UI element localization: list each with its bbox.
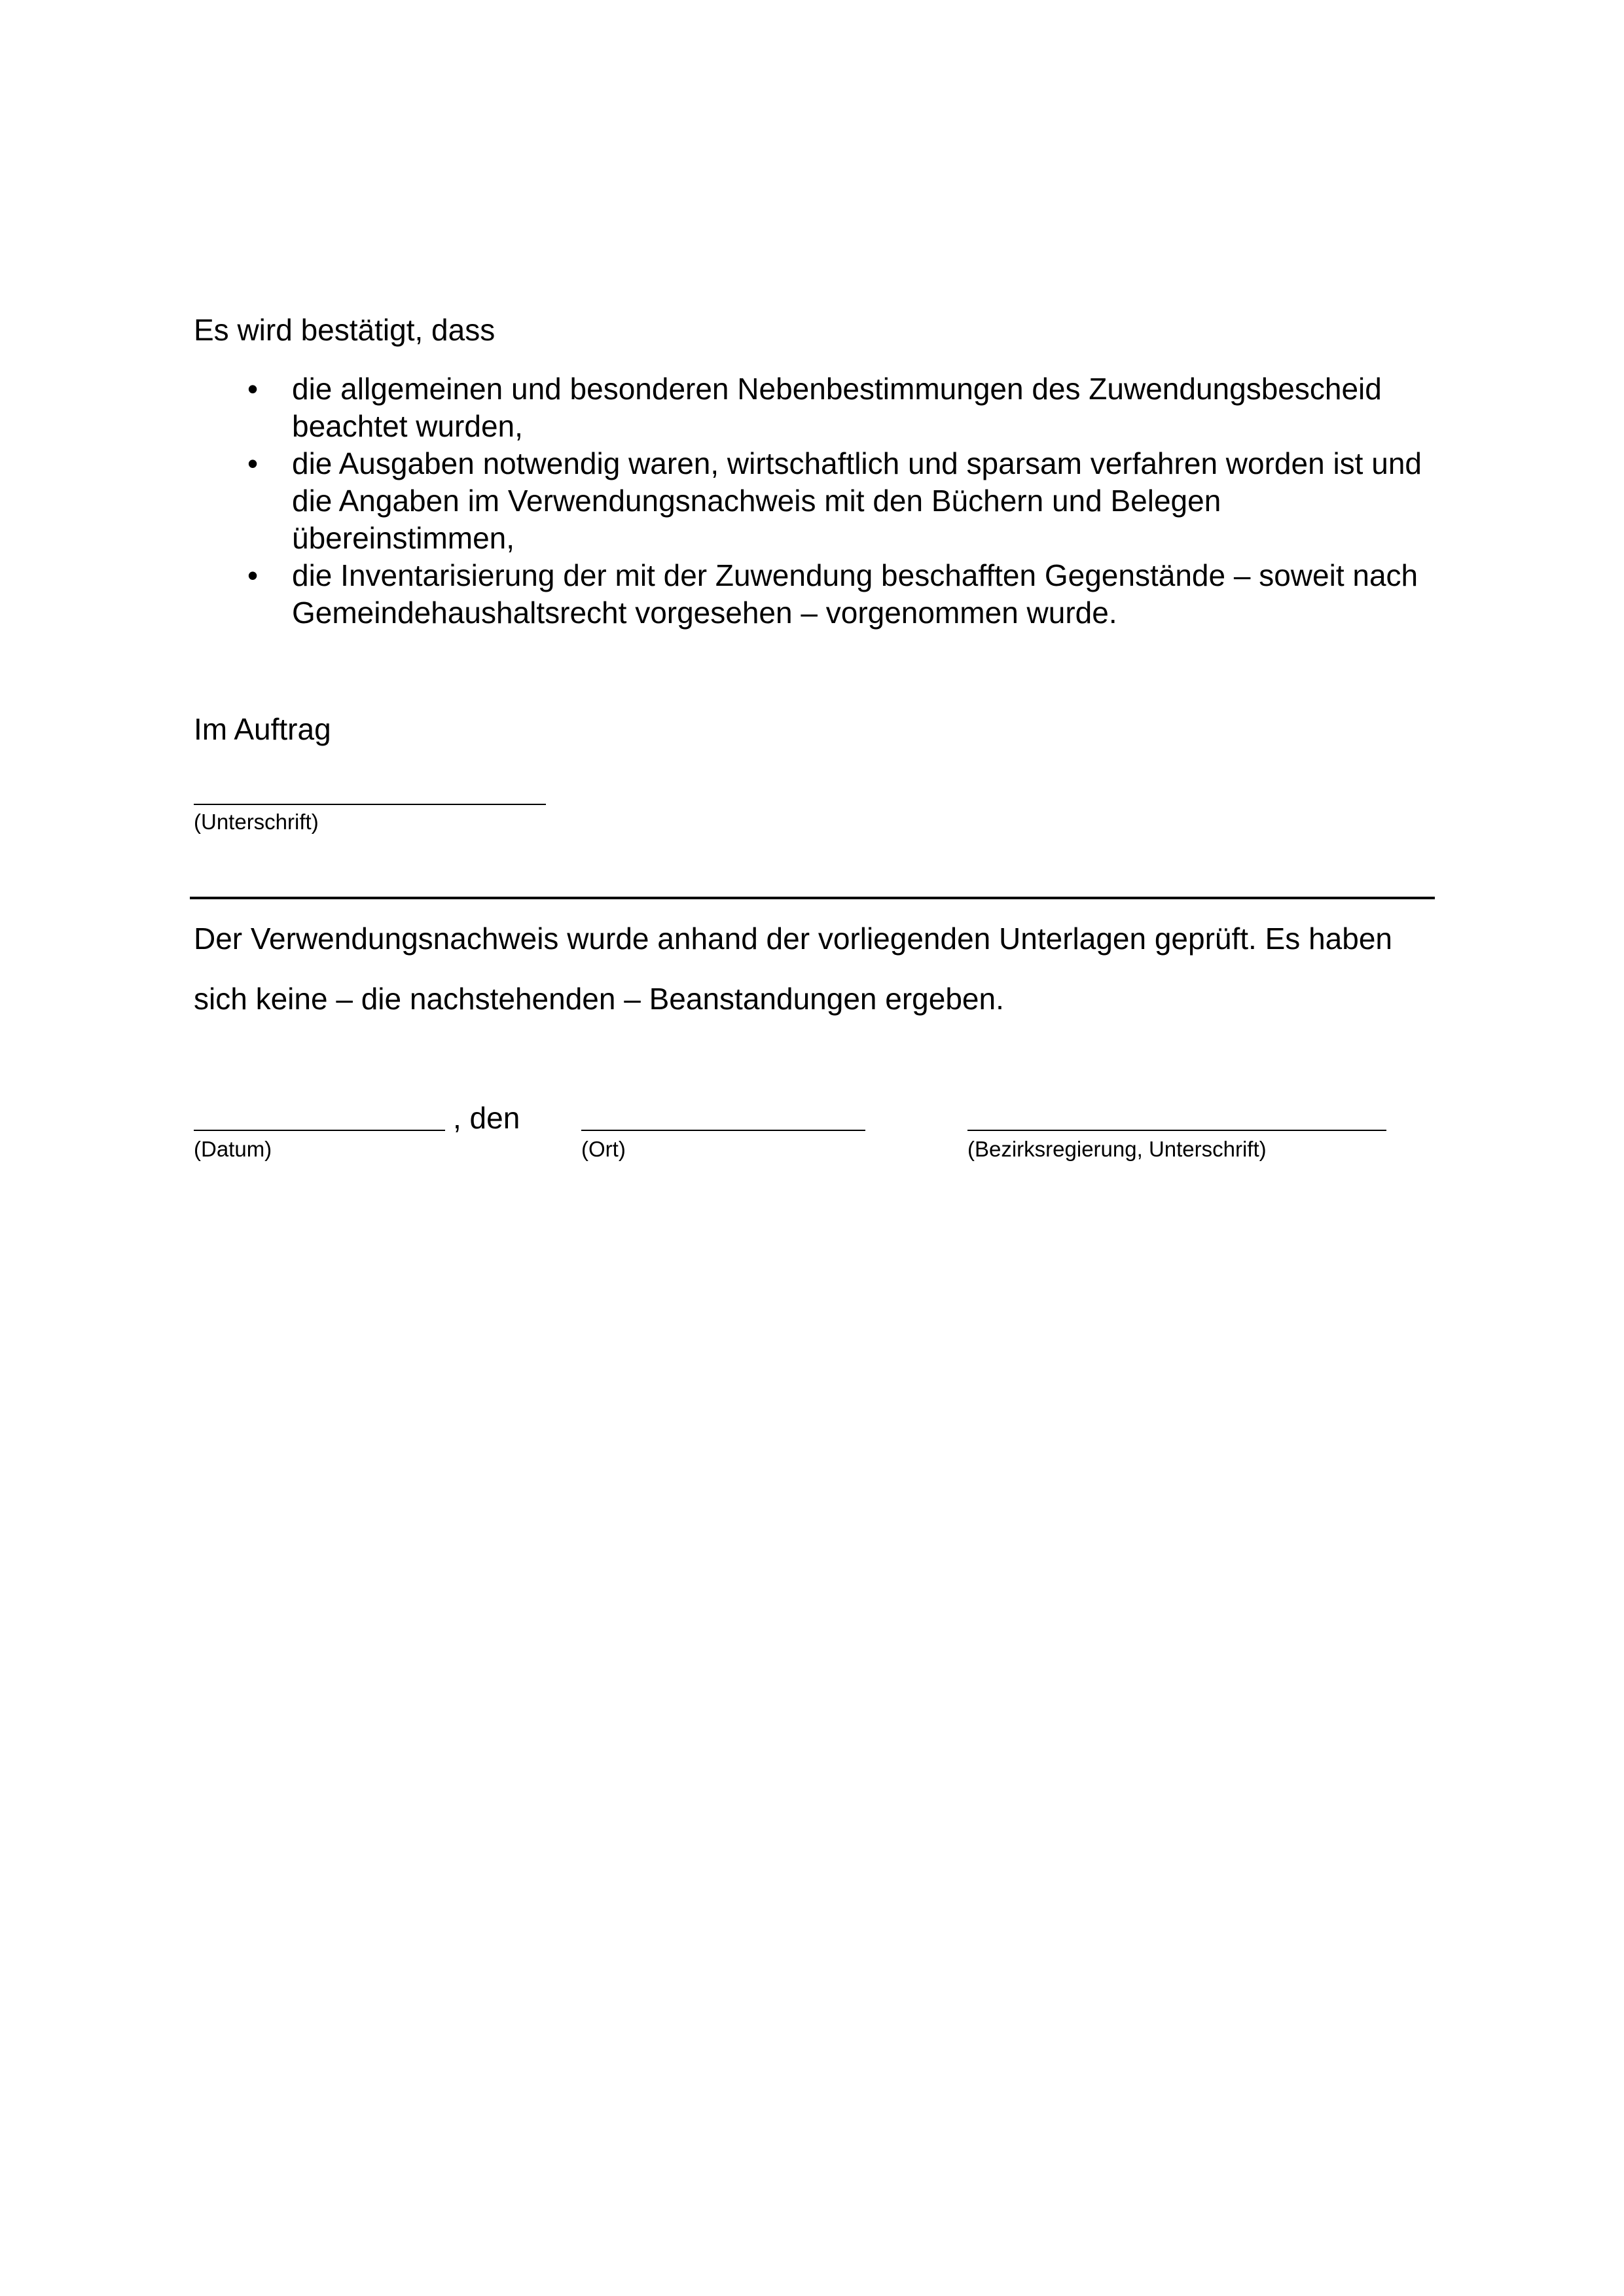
den-text: , den <box>453 1101 520 1135</box>
review-statement-line: sich keine – die nachstehenden – Beanstandungen ergeben. <box>194 982 1004 1016</box>
im-auftrag-text: Im Auftrag <box>194 712 331 746</box>
list-item-line: beachtet wurden, <box>292 409 523 443</box>
confirmation-list <box>194 370 1451 632</box>
intro-text: Es wird bestätigt, dass <box>194 313 496 347</box>
section-divider <box>190 897 1435 899</box>
date-line[interactable] <box>194 1130 445 1131</box>
place-line[interactable] <box>581 1130 865 1131</box>
list-item <box>194 557 1451 632</box>
authority-signature-line[interactable] <box>967 1130 1386 1131</box>
bullet-icon: • <box>247 446 259 480</box>
list-item-line: die Angaben im Verwendungsnachweis mit den Büchern und Belegen <box>292 484 1221 518</box>
signature-line[interactable] <box>194 804 546 805</box>
list-item <box>194 445 1451 557</box>
bullet-icon: • <box>247 558 259 592</box>
list-item-line: übereinstimmen, <box>292 521 515 555</box>
list-item-line: die Inventarisierung der mit der Zuwendung beschafften Gegenstände – soweit nach <box>292 558 1418 592</box>
list-item-line: die Ausgaben notwendig waren, wirtschaftlich und sparsam verfahren worden ist und <box>292 446 1422 480</box>
review-statement-line: Der Verwendungsnachweis wurde anhand der vorliegenden Unterlagen geprüft. Es haben <box>194 922 1392 956</box>
bullet-icon: • <box>247 372 259 406</box>
place-label: (Ort) <box>581 1137 626 1161</box>
list-item <box>194 370 1451 445</box>
signature-label: (Unterschrift) <box>194 810 319 834</box>
list-item-line: die allgemeinen und besonderen Nebenbestimmungen des Zuwendungsbescheid <box>292 372 1382 406</box>
date-label: (Datum) <box>194 1137 272 1161</box>
list-item-line: Gemeindehaushaltsrecht vorgesehen – vorgenommen wurde. <box>292 596 1117 630</box>
authority-signature-label: (Bezirksregierung, Unterschrift) <box>967 1137 1267 1161</box>
